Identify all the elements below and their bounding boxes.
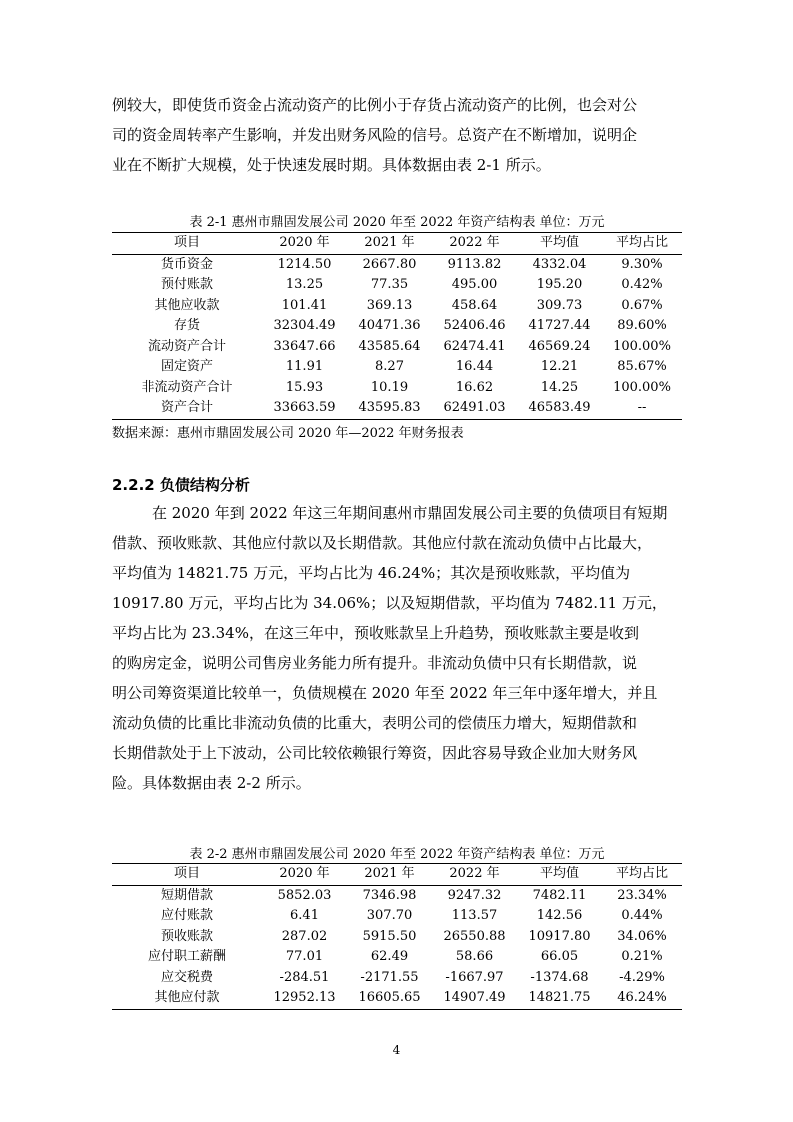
- table-cell: 0.21%: [621, 949, 663, 964]
- table-cell: 存货: [173, 318, 200, 333]
- column-header: 2021 年: [347, 233, 432, 255]
- table-cell: 非流动资产合计: [141, 379, 233, 395]
- table-cell: 100.00%: [613, 338, 671, 354]
- table-cell: -284.51: [279, 969, 330, 985]
- column-header: 平均占比: [602, 864, 682, 886]
- table-cell: 应付职工薪酬: [147, 949, 226, 964]
- table-cell: 307.70: [366, 908, 413, 923]
- table-row: [112, 337, 682, 358]
- column-header: 2022 年: [432, 233, 517, 255]
- table1-source-note: 数据来源：惠州市鼎固发展公司 2020 年—2022 年财务报表: [112, 426, 464, 441]
- table-cell: 33663.59: [273, 400, 336, 415]
- table-cell: 7482.11: [532, 887, 587, 903]
- section-line: 平均占比为 23.34%，在这三年中，预收账款呈上升趋势，预收账款主要是收到: [112, 624, 639, 642]
- column-header: 2020 年: [262, 233, 347, 255]
- intro-line: 业在不断扩大规模，处于快速发展时期。具体数据由表 2-1 所示。: [112, 156, 551, 174]
- intro-line: 司的资金周转率产生影响，并发出财务风险的信号。总资产在不断增加，说明企: [112, 126, 638, 144]
- table-cell: 其他应付款: [154, 990, 220, 1005]
- table-cell: 6.41: [290, 908, 319, 923]
- table-cell: 77.35: [370, 277, 409, 292]
- section-line: 明公司筹资渠道比较单一，负债规模在 2020 年至 2022 年三年中逐年增大，并且: [112, 684, 658, 702]
- table-cell: 0.42%: [621, 277, 663, 292]
- table-cell: 11.91: [285, 359, 324, 374]
- table-row: [112, 275, 682, 296]
- table-cell: 8.27: [375, 359, 404, 374]
- table-cell: 309.73: [536, 297, 583, 313]
- table-cell: 77.01: [285, 949, 324, 964]
- column-header: 2020 年: [262, 864, 347, 886]
- table-cell: 预付账款: [160, 277, 213, 292]
- table-cell: 26550.88: [443, 928, 506, 944]
- table-cell: -1374.68: [530, 969, 589, 985]
- table-cell: 16605.65: [358, 990, 421, 1005]
- table-cell: 33647.66: [273, 338, 336, 354]
- table-row: [112, 316, 682, 337]
- table-cell: 100.00%: [613, 379, 671, 395]
- table-row: [112, 927, 682, 948]
- section-paragraph: [112, 498, 682, 798]
- table-cell: 13.25: [285, 277, 324, 292]
- table-row: [112, 398, 682, 419]
- table-cell: 287.02: [281, 928, 328, 944]
- table-cell: 12.21: [540, 359, 579, 374]
- table-cell: 101.41: [281, 297, 328, 313]
- table-cell: 495.00: [451, 277, 498, 292]
- table-cell: 85.67%: [617, 359, 667, 374]
- table-cell: 46583.49: [528, 400, 591, 415]
- table-cell: 113.57: [451, 908, 498, 923]
- section-line: 的购房定金，说明公司售房业务能力所有提升。非流动负债中只有长期借款，说: [112, 654, 638, 672]
- table-cell: 195.20: [536, 277, 583, 292]
- table-cell: 458.64: [451, 297, 498, 313]
- table-cell: 10917.80: [528, 928, 591, 944]
- intro-paragraph: [112, 90, 682, 180]
- table-cell: 9.30%: [621, 256, 663, 272]
- table-row: [112, 254, 682, 275]
- table-cell: 89.60%: [617, 318, 667, 333]
- table-cell: 62.49: [370, 949, 409, 964]
- table-header-row: [112, 864, 682, 886]
- table-row: [112, 988, 682, 1009]
- column-header: 项目: [112, 864, 262, 886]
- table-cell: 12952.13: [273, 990, 336, 1005]
- table-row: [112, 296, 682, 317]
- table-row: [112, 885, 682, 906]
- table-cell: 其他应收款: [154, 297, 220, 313]
- table-header-row: [112, 233, 682, 255]
- table-cell: 52406.46: [443, 318, 506, 333]
- section-line: 10917.80 万元，平均占比为 34.06%；以及短期借款，平均值为 7482.11 万元，: [112, 594, 667, 612]
- table-cell: -1667.97: [445, 969, 504, 985]
- table-cell: 46569.24: [528, 338, 591, 354]
- table-row: [112, 357, 682, 378]
- table-cell: 固定资产: [160, 359, 213, 374]
- table-cell: 9247.32: [447, 887, 502, 903]
- section-line: 流动负债的比重比非流动负债的比重大，表明公司的偿债压力增大，短期借款和: [112, 714, 638, 732]
- intro-line: 例较大，即使货币资金占流动资产的比例小于存货占流动资产的比例，也会对公: [112, 96, 638, 114]
- column-header: 项目: [112, 233, 262, 255]
- table-cell: 43585.64: [358, 338, 421, 354]
- table-cell: 2667.80: [362, 256, 417, 272]
- column-header: 2022 年: [432, 864, 517, 886]
- table-cell: 应付账款: [160, 908, 213, 923]
- column-header: 平均值: [517, 233, 602, 255]
- table-cell: 58.66: [455, 949, 494, 964]
- table-cell: 14821.75: [528, 990, 591, 1005]
- table-cell: 41727.44: [528, 318, 591, 333]
- section-line: 在 2020 年到 2022 年这三年期间惠州市鼎固发展公司主要的负债项目有短期: [152, 504, 668, 522]
- table-row: [112, 906, 682, 927]
- table-cell: -4.29%: [619, 969, 665, 985]
- section-line: 长期借款处于上下波动，公司比较依赖银行筹资，因此容易导致企业加大财务风: [112, 744, 638, 762]
- table-cell: -2171.55: [360, 969, 419, 985]
- table-cell: 0.67%: [621, 297, 663, 313]
- table-cell: 142.56: [536, 908, 583, 923]
- table-cell: 62491.03: [443, 400, 506, 415]
- table-cell: 资产合计: [160, 400, 213, 415]
- table-cell: 32304.49: [273, 318, 336, 333]
- table-cell: 货币资金: [160, 256, 213, 272]
- table-cell: 9113.82: [447, 256, 502, 272]
- table-row: [112, 378, 682, 399]
- table-cell: 流动资产合计: [147, 338, 226, 354]
- table-cell: 7346.98: [362, 887, 417, 903]
- table-cell: 66.05: [540, 949, 579, 964]
- table-cell: 应交税费: [160, 969, 213, 985]
- table-cell: 43595.83: [358, 400, 421, 415]
- table-cell: 14.25: [540, 379, 579, 395]
- table-cell: 5915.50: [362, 928, 417, 944]
- column-header: 平均占比: [602, 233, 682, 255]
- section-line: 险。具体数据由表 2-2 所示。: [112, 774, 311, 792]
- table-cell: 369.13: [366, 297, 413, 313]
- table-row: [112, 968, 682, 989]
- table-cell: 34.06%: [617, 928, 667, 944]
- table-cell: --: [637, 400, 647, 415]
- section-line: 借款、预收账款、其他应付款以及长期借款。其他应付款在流动负债中占比最大，: [112, 534, 653, 552]
- table-row: [112, 947, 682, 968]
- table-cell: 4332.04: [532, 256, 587, 272]
- table-cell: 23.34%: [617, 887, 667, 903]
- table-cell: 5852.03: [277, 887, 332, 903]
- table-cell: 40471.36: [358, 318, 421, 333]
- table2: [112, 863, 682, 1010]
- table-cell: 15.93: [285, 379, 324, 395]
- table2-caption: 表 2-2 惠州市鼎固发展公司 2020 年至 2022 年资产结构表 单位：万元: [189, 847, 605, 862]
- table1-caption: 表 2-1 惠州市鼎固发展公司 2020 年至 2022 年资产结构表 单位：万元: [189, 215, 605, 230]
- table-cell: 0.44%: [621, 908, 663, 923]
- section-heading: 2.2.2 负债结构分析: [112, 476, 250, 494]
- table-cell: 1214.50: [277, 256, 332, 272]
- page-number: 4: [392, 1043, 401, 1057]
- table-cell: 预收账款: [160, 928, 213, 944]
- table-cell: 14907.49: [443, 990, 506, 1005]
- table1: [112, 232, 682, 420]
- table-cell: 16.44: [455, 359, 494, 374]
- table-cell: 62474.41: [443, 338, 506, 354]
- column-header: 平均值: [517, 864, 602, 886]
- table-cell: 10.19: [370, 379, 409, 395]
- table-cell: 16.62: [455, 379, 494, 395]
- section-line: 平均值为 14821.75 万元，平均占比为 46.24%；其次是预收账款，平均值为: [112, 564, 631, 582]
- column-header: 2021 年: [347, 864, 432, 886]
- table-cell: 短期借款: [160, 887, 213, 903]
- table-cell: 46.24%: [617, 990, 667, 1005]
